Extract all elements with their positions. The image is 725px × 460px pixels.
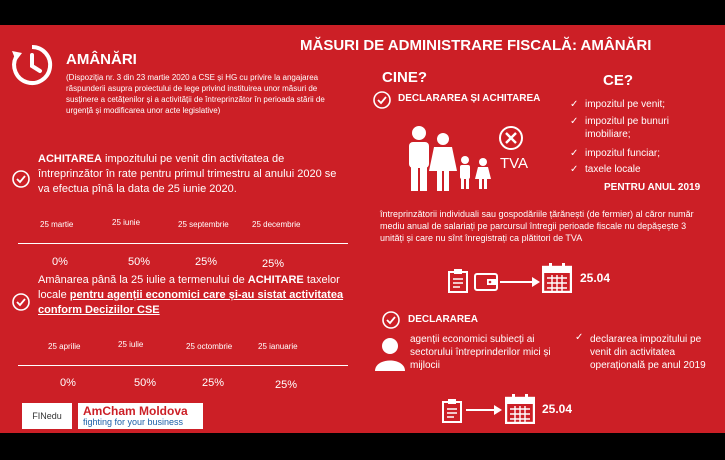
- calendar-icon: [505, 394, 535, 424]
- para2-text: Amânarea până la 25 iulie a termenului de: [38, 274, 248, 286]
- timeline-1-line: [18, 243, 348, 244]
- entrepreneurs-paragraph: întreprinzătorii individuali sau gospodăriile țărănești (de fermier) al căror număr mediu anual de salariați pe parcursul întregii perioade fiscale nu depășește 3 unități și care nu sînt înregistrați ca plătitori de TVA: [380, 209, 694, 243]
- timeline-2-percent: 25%: [275, 379, 298, 391]
- arrow-right-icon: [500, 277, 540, 287]
- amcham-logo-name: AmCham Moldova: [83, 404, 188, 418]
- section-subtitle: (Dispoziția nr. 3 din 23 martie 2020 a CSE și HG cu privire la angajarea răspunderii asupra proiectului de lege privind instituirea unor măsuri de susținere a cetățenilor și a activității de întreprinzător în perioada stării de urgență și modificarea unor acte legislative): [66, 73, 325, 115]
- amcham-logo: [78, 403, 203, 429]
- timeline-2-percent: 0%: [60, 377, 76, 389]
- section-title: AMÂNĂRI: [66, 51, 137, 68]
- timeline-1-date: 25 iunie: [112, 218, 141, 227]
- ce-item-label: impozitul pe venit;: [585, 99, 666, 110]
- ce-item-label: taxele locale: [585, 164, 641, 175]
- para2-bold-underlined: pentru agenții economici care și-au sistat activitatea conform Deciziilor CSE: [38, 289, 344, 316]
- timeline-2-date: 25 ianuarie: [258, 342, 298, 351]
- timeline-2-line: [18, 365, 348, 366]
- check-circle-icon: [373, 91, 391, 109]
- tva-label: TVA: [500, 155, 529, 172]
- declaration-payment-heading: DECLARAREA ȘI ACHITAREA: [398, 93, 541, 104]
- check-icon: ✓: [570, 148, 579, 159]
- calendar-icon: [542, 263, 572, 293]
- check-circle-icon: [382, 311, 400, 329]
- person-icon: [374, 337, 406, 371]
- wallet-icon: [474, 273, 498, 291]
- declaration-text: declararea impozitului pe venit din activitatea operațională pe anul 2019: [590, 334, 706, 371]
- ce-item: [570, 98, 715, 111]
- deadline-date: 25.04: [542, 402, 573, 416]
- deadline-date: 25.04: [580, 271, 611, 285]
- family-icon: [405, 125, 495, 193]
- amcham-logo-tagline: fighting for your business: [83, 417, 184, 427]
- timeline-1-date: 25 martie: [40, 220, 74, 229]
- payment-paragraph: [38, 152, 338, 197]
- timeline-1-percent: 25%: [195, 256, 218, 268]
- timeline-1-percent: 0%: [52, 256, 68, 268]
- check-circle-icon: [12, 170, 30, 188]
- finedu-logo: FINedu: [22, 403, 72, 429]
- check-icon: ✓: [570, 164, 579, 175]
- timeline-1-date: 25 septembrie: [178, 220, 229, 229]
- ce-item: [570, 163, 715, 176]
- timeline-1-percent: 50%: [128, 256, 151, 268]
- agents-text: agenții economici subiecți ai sectorului întreprinderilor mici și mijlocii: [410, 334, 551, 371]
- para1-bold: ACHITAREA: [38, 153, 102, 165]
- document-icon: [442, 399, 462, 423]
- timeline-2-percent: 50%: [134, 377, 157, 389]
- para2-bold: ACHITARE: [247, 274, 304, 286]
- local-taxes-paragraph: [38, 273, 358, 318]
- document-icon: [448, 269, 468, 293]
- check-icon: ✓: [575, 332, 584, 343]
- declaration-heading: DECLARAREA: [408, 314, 478, 325]
- timeline-1-date: 25 decembrie: [252, 220, 301, 229]
- main-title: MĂSURI DE ADMINISTRARE FISCALĂ: AMÂNĂRI: [300, 37, 652, 54]
- arrow-right-icon: [466, 405, 502, 415]
- timeline-1-percent: 25%: [262, 258, 285, 270]
- x-circle-icon: [498, 125, 524, 151]
- clock-icon: [10, 43, 54, 87]
- timeline-2-date: 25 octombrie: [186, 342, 233, 351]
- ce-item: [570, 115, 715, 141]
- para1-text: impozitului pe venit din activitatea de întreprinzător în rate pentru primul trimestru al anului 2020 se va efectua pînă la data de 25 iunie 2020.: [38, 153, 337, 195]
- check-icon: ✓: [570, 99, 579, 110]
- check-icon: ✓: [570, 116, 579, 127]
- infographic: [0, 25, 725, 433]
- year-label: PENTRU ANUL 2019: [604, 182, 701, 193]
- timeline-2-date: 25 iulie: [118, 340, 144, 349]
- ce-item-label: impozitul pe bunuri imobiliare;: [585, 116, 669, 140]
- cine-heading: CINE?: [382, 69, 427, 86]
- ce-item: [570, 147, 715, 160]
- check-circle-icon: [12, 293, 30, 311]
- ce-item-label: impozitul funciar;: [585, 148, 661, 159]
- timeline-2-percent: 25%: [202, 377, 225, 389]
- ce-heading: CE?: [603, 72, 633, 89]
- timeline-2-date: 25 aprilie: [48, 342, 81, 351]
- para2-text: taxelor locale: [38, 274, 340, 301]
